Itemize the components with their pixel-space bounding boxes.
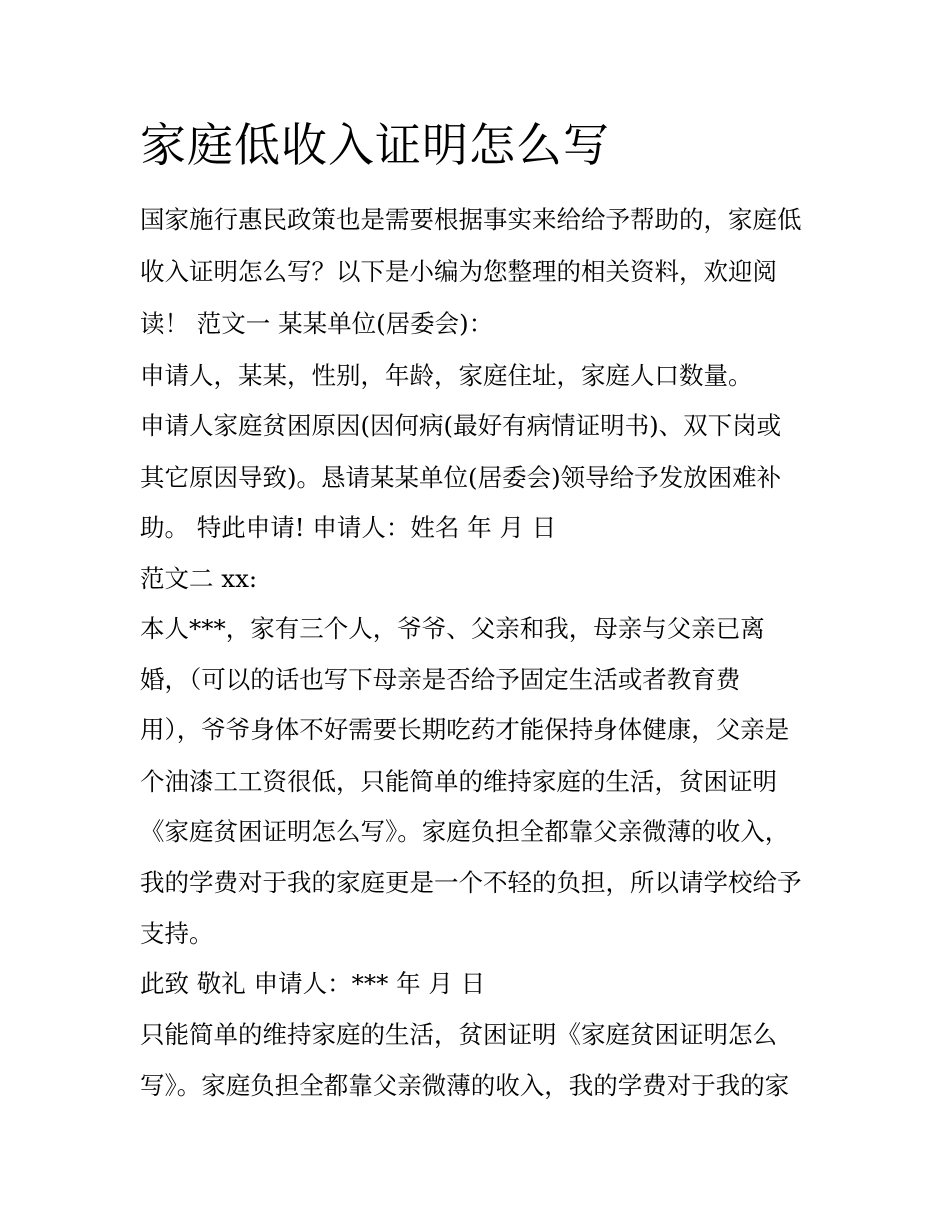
text-line: 写》。家庭负担全都靠父亲微薄的收入，我的学费对于我的家: [140, 1071, 790, 1100]
text-line: 只能简单的维持家庭的生活，贫困证明《家庭贫困证明怎么: [140, 1020, 777, 1049]
text-line: 此致 敬礼 申请人：*** 年 月 日: [140, 969, 486, 998]
text-line: 用），爷爷身体不好需要长期吃药才能保持身体健康，父亲是: [140, 715, 790, 744]
text-line: 婚，（可以的话也写下母亲是否给予固定生活或者教育费: [140, 665, 741, 694]
text-line: 其它原因导致)。恳请某某单位(居委会)领导给予发放困难补: [140, 463, 782, 492]
text-line: 范文二 xx:: [140, 564, 258, 593]
text-line: 收入证明怎么写？以下是小编为您整理的相关资料，欢迎阅: [140, 257, 777, 286]
text-line: 我的学费对于我的家庭更是一个不轻的负担，所以请学校给予: [140, 868, 802, 897]
text-line: 支持。: [140, 919, 214, 948]
text-line: 申请人家庭贫困原因(因何病(最好有病情证明书)、双下岗或: [140, 411, 782, 440]
text-line: 个油漆工工资很低，只能简单的维持家庭的生活，贫困证明: [140, 767, 777, 796]
text-line: 本人***，家有三个人，爷爷、父亲和我，母亲与父亲已离: [140, 614, 765, 643]
document-title: 家庭低收入证明怎么写: [140, 118, 610, 172]
text-line: 申请人，某某，性别，年龄，家庭住址，家庭人口数量。: [140, 361, 753, 390]
text-line: 读！ 范文一 某某单位(居委会)：: [140, 309, 494, 338]
text-line: 《家庭贫困证明怎么写》。家庭负担全都靠父亲微薄的收入，: [140, 817, 790, 846]
text-line: 国家施行惠民政策也是需要根据事实来给给予帮助的，家庭低: [140, 205, 802, 234]
text-line: 助。 特此申请! 申请人：姓名 年 月 日: [140, 513, 557, 542]
